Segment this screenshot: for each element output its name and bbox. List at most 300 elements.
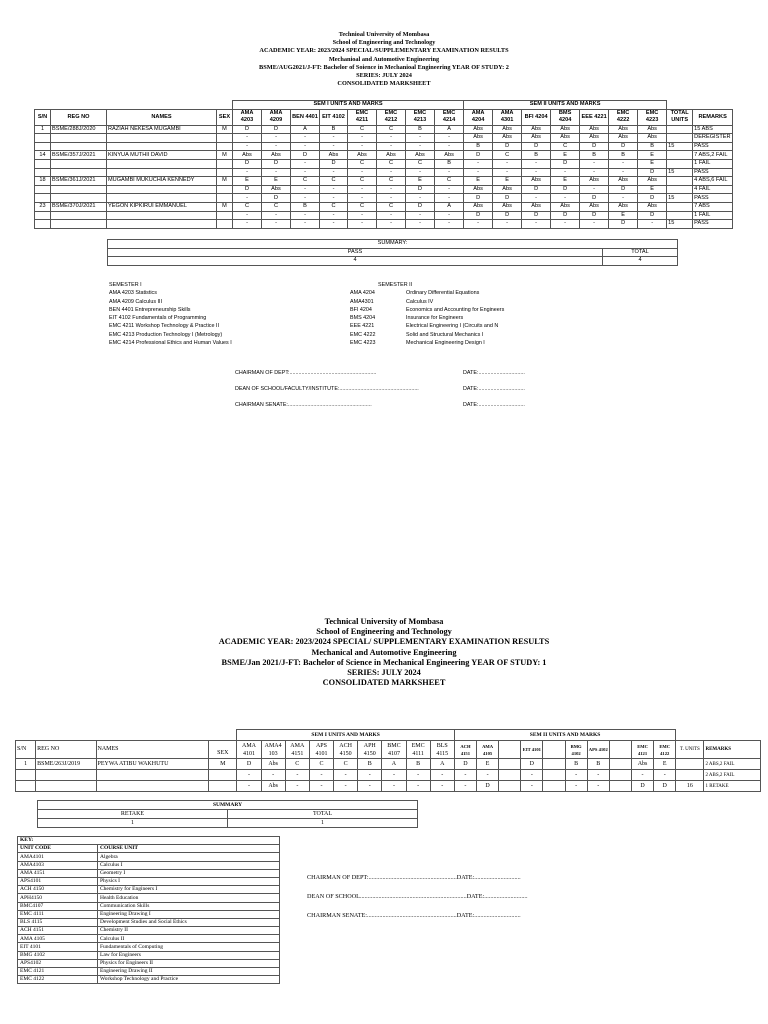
unit-code-header: AMA 4203 xyxy=(233,109,262,125)
mark-cell: - xyxy=(382,770,406,781)
signature-label: CHAIRMAN SENATE:........................................................ xyxy=(235,402,372,408)
doc1-summary-total-value: 4 xyxy=(603,257,678,266)
mark-cell: - xyxy=(406,168,435,177)
mark-cell: C xyxy=(348,159,377,168)
mark-cell: E xyxy=(493,177,522,186)
mark-cell: E xyxy=(551,177,580,186)
mark-cell: - xyxy=(609,194,638,203)
row-remarks: 4 FAIL xyxy=(693,185,733,194)
unit-key-code: EMC 4222 xyxy=(350,331,376,338)
doc1-col-sn: S/N xyxy=(35,109,51,125)
mark-cell: B xyxy=(464,142,493,151)
mark-cell: D xyxy=(638,194,667,203)
unit-key-entry xyxy=(350,339,504,347)
doc1-marksheet-table xyxy=(34,100,733,229)
row-reg-no: BSME/361J/2021 xyxy=(51,177,107,186)
key-unit-code: EMC 4121 xyxy=(18,968,98,976)
unit-key-code: BFI 4204 xyxy=(350,306,372,313)
key-unit-code: AMA 4151 xyxy=(18,869,98,877)
mark-cell: Abs xyxy=(464,185,493,194)
mark-cell: - xyxy=(291,134,320,143)
unit-key-entry xyxy=(350,306,504,314)
row-remarks: 7 ABS,2 FAIL xyxy=(693,151,733,160)
mark-cell: - xyxy=(435,220,464,229)
doc2-header-line: SERIES: JULY 2024 xyxy=(347,668,421,678)
key-unit-code: ACH 4150 xyxy=(18,886,98,894)
mark-cell: - xyxy=(493,220,522,229)
mark-cell: - xyxy=(285,770,309,781)
signature-date: DATE:.............................. xyxy=(456,874,521,881)
mark-cell: Abs xyxy=(609,202,638,211)
table-row xyxy=(35,185,733,194)
key-row xyxy=(18,976,280,984)
row-sn xyxy=(35,194,51,203)
mark-cell: - xyxy=(521,781,543,792)
row-sn xyxy=(35,142,51,151)
unit-key-entry: EMC 4213 Production Technology I (Metrology) xyxy=(109,331,223,338)
doc2-sem2-title: SEM II UNITS AND MARKS xyxy=(454,730,675,741)
mark-cell: Abs xyxy=(262,185,291,194)
mark-cell: D xyxy=(580,194,609,203)
mark-cell: B xyxy=(435,159,464,168)
mark-cell: D xyxy=(522,211,551,220)
unit-code-header: BMS 4204 xyxy=(551,109,580,125)
unit-code-header: EIT 4101 xyxy=(521,741,543,759)
unit-code-header: APS 4102 xyxy=(587,741,609,759)
row-sex xyxy=(217,185,233,194)
mark-cell: Abs xyxy=(551,134,580,143)
mark-cell: D xyxy=(493,211,522,220)
row-remarks: PASS xyxy=(693,168,733,177)
unit-key-code: AMA4301 xyxy=(350,298,374,305)
unit-code-header: EMC 4121 xyxy=(631,741,653,759)
key-course-unit: Chemistry II xyxy=(98,927,280,935)
mark-cell: - xyxy=(464,168,493,177)
row-sn: 18 xyxy=(35,177,51,186)
mark-cell: - xyxy=(430,770,454,781)
row-total-units: 16 xyxy=(676,781,704,792)
key-row xyxy=(18,877,280,885)
unit-key-name: Insurance for Engineers xyxy=(406,315,464,322)
mark-cell: Abs xyxy=(435,151,464,160)
doc2-col-names: NAMES xyxy=(96,741,209,759)
row-remarks: PASS xyxy=(693,194,733,203)
key-row xyxy=(18,943,280,951)
mark-cell: C xyxy=(493,151,522,160)
mark-cell: - xyxy=(262,134,291,143)
row-reg-no xyxy=(51,142,107,151)
unit-code-header: EEE 4221 xyxy=(580,109,609,125)
doc2-summary-retake-value: 1 xyxy=(38,819,228,828)
row-sex xyxy=(209,781,237,792)
row-sex: M xyxy=(217,177,233,186)
mark-cell: C xyxy=(320,202,348,211)
mark-cell: D xyxy=(580,211,609,220)
mark-cell: C xyxy=(291,177,320,186)
row-name xyxy=(107,168,217,177)
mark-cell: - xyxy=(464,159,493,168)
doc2-header xyxy=(0,617,768,688)
mark-cell: D xyxy=(638,211,667,220)
row-total-units xyxy=(667,177,693,186)
mark-cell: - xyxy=(348,142,377,151)
mark-cell: - xyxy=(382,781,406,792)
mark-cell: - xyxy=(522,194,551,203)
doc1-sem1-key xyxy=(109,281,232,347)
key-unit-code: APS4102 xyxy=(18,959,98,967)
row-sn: 1 xyxy=(16,759,36,770)
mark-cell: D xyxy=(233,185,262,194)
doc2-header-line: Technical University of Mombasa xyxy=(324,617,444,626)
mark-cell: E xyxy=(609,211,638,220)
mark-cell: A xyxy=(435,125,464,134)
doc1-header-line: CONSOLIDATED MARKSHEET xyxy=(337,80,431,88)
row-sex: M xyxy=(209,759,237,770)
mark-cell: D xyxy=(522,142,551,151)
mark-cell: - xyxy=(609,168,638,177)
mark-cell: - xyxy=(454,781,476,792)
mark-cell: Abs xyxy=(464,134,493,143)
row-sn xyxy=(35,211,51,220)
unit-code-header xyxy=(609,741,631,759)
key-course-unit: Physics for Engineers II xyxy=(98,959,280,967)
key-course-unit: Law for Engineers xyxy=(98,951,280,959)
doc2-marksheet-table xyxy=(15,729,761,792)
row-total-units xyxy=(676,759,704,770)
doc2-col-total: T. UNITS xyxy=(676,741,704,759)
mark-cell: - xyxy=(406,781,430,792)
mark-cell: - xyxy=(320,134,348,143)
mark-cell: D xyxy=(522,185,551,194)
mark-cell: D xyxy=(609,220,638,229)
mark-cell: - xyxy=(406,142,435,151)
mark-cell: - xyxy=(291,159,320,168)
unit-code-header: EIT 4102 xyxy=(320,109,348,125)
unit-code-header: AMA 4151 xyxy=(285,741,309,759)
mark-cell: - xyxy=(377,211,406,220)
row-remarks: PASS xyxy=(693,142,733,151)
row-remarks: 2 ABS,2 FAIL xyxy=(704,759,761,770)
mark-cell: - xyxy=(406,770,430,781)
mark-cell: - xyxy=(348,220,377,229)
mark-cell: B xyxy=(609,151,638,160)
row-total-units xyxy=(667,125,693,134)
row-total-units: 15 xyxy=(667,168,693,177)
doc2-key-title: KEY: xyxy=(18,837,280,845)
doc1-summary-pass-label: PASS xyxy=(108,248,603,257)
mark-cell: - xyxy=(551,220,580,229)
mark-cell: - xyxy=(285,781,309,792)
mark-cell: - xyxy=(348,211,377,220)
mark-cell: D xyxy=(320,159,348,168)
unit-code-header: AMA 4101 xyxy=(237,741,261,759)
row-reg-no xyxy=(51,211,107,220)
unit-code-header: EMC 4111 xyxy=(406,741,430,759)
row-remarks: PASS xyxy=(693,220,733,229)
doc1-header-line: Technioal University of Mombasa xyxy=(338,31,430,38)
table-row xyxy=(16,770,761,781)
mark-cell: - xyxy=(233,168,262,177)
mark-cell: D xyxy=(551,159,580,168)
key-row xyxy=(18,902,280,910)
row-sn: 14 xyxy=(35,151,51,160)
mark-cell: - xyxy=(580,220,609,229)
mark-cell: B xyxy=(406,125,435,134)
signature-date: DATE:............................ xyxy=(466,893,528,900)
row-sex xyxy=(217,220,233,229)
row-total-units xyxy=(667,185,693,194)
mark-cell: - xyxy=(435,211,464,220)
unit-code-header: BLS 4115 xyxy=(430,741,454,759)
mark-cell: - xyxy=(435,134,464,143)
mark-cell: Abs xyxy=(631,759,653,770)
doc2-summary-retake-label: RETAKE xyxy=(38,810,228,819)
mark-cell: - xyxy=(261,770,285,781)
doc1-summary-total-label: TOTAL xyxy=(603,248,678,257)
doc1-header-line: School of Engineering and Technology xyxy=(332,39,436,47)
mark-cell: A xyxy=(291,125,320,134)
key-row xyxy=(18,951,280,959)
mark-cell: Abs xyxy=(551,202,580,211)
mark-cell: - xyxy=(551,194,580,203)
mark-cell: C xyxy=(377,125,406,134)
row-name: RAZIAH NEKESA MUGAMBI xyxy=(107,125,217,134)
mark-cell: D xyxy=(551,211,580,220)
unit-key-name: Ordinary Differential Equations xyxy=(406,290,480,297)
mark-cell: Abs xyxy=(609,134,638,143)
doc2-sem1-title: SEM I UNITS AND MARKS xyxy=(237,730,454,741)
unit-code-header: EMC 4211 xyxy=(348,109,377,125)
mark-cell: Abs xyxy=(638,202,667,211)
key-course-unit: Calculus I xyxy=(98,861,280,869)
key-row xyxy=(18,918,280,926)
row-sn xyxy=(35,168,51,177)
mark-cell: - xyxy=(493,168,522,177)
mark-cell: D xyxy=(477,781,499,792)
row-reg-no xyxy=(36,781,96,792)
mark-cell xyxy=(543,770,565,781)
key-row xyxy=(18,927,280,935)
unit-key-entry xyxy=(350,331,504,339)
mark-cell: E xyxy=(654,759,676,770)
mark-cell: - xyxy=(320,194,348,203)
doc1-header-line: BSME/AUG2021/J-FT: Bachelor of Soience in Mechanioal Engineering YEAR OF STUDY: 2 xyxy=(259,63,509,71)
row-sex xyxy=(217,142,233,151)
mark-cell: C xyxy=(377,177,406,186)
key-unit-code: EIT 4101 xyxy=(18,943,98,951)
mark-cell: - xyxy=(587,781,609,792)
signature-label: CHAIRMAN SENATE:.......................................................... xyxy=(307,912,457,919)
unit-key-entry: EIT 4102 Fundamentals of Programming xyxy=(109,315,207,322)
mark-cell: Abs xyxy=(493,125,522,134)
key-unit-code: ACH 4151 xyxy=(18,927,98,935)
mark-cell: - xyxy=(291,185,320,194)
mark-cell: - xyxy=(320,211,348,220)
unit-key-entry xyxy=(350,289,504,297)
row-reg-no xyxy=(51,134,107,143)
doc1-summary-pass-value: 4 xyxy=(108,257,603,266)
mark-cell: Abs xyxy=(377,151,406,160)
row-name: MUGAMBI MUKUCHIA KENNEDY xyxy=(107,177,217,186)
table-row xyxy=(35,211,733,220)
mark-cell: - xyxy=(309,770,333,781)
unit-key-entry xyxy=(350,298,504,306)
mark-cell: D xyxy=(262,125,291,134)
mark-cell: C xyxy=(377,202,406,211)
unit-code-header xyxy=(499,741,521,759)
mark-cell: E xyxy=(477,759,499,770)
mark-cell: C xyxy=(309,759,333,770)
mark-cell: - xyxy=(320,142,348,151)
mark-cell xyxy=(609,781,631,792)
doc2-key-head-unit: COURSE UNIT xyxy=(98,845,280,853)
mark-cell: Abs xyxy=(551,125,580,134)
mark-cell: - xyxy=(406,194,435,203)
mark-cell: Abs xyxy=(464,125,493,134)
doc1-sem1-key-title: SEMESTER I xyxy=(109,282,142,288)
mark-cell: D xyxy=(464,211,493,220)
doc1-col-names: NAMES xyxy=(107,109,217,125)
key-course-unit: Physics I xyxy=(98,877,280,885)
key-course-unit: Communication Skills xyxy=(98,902,280,910)
key-course-unit: Calculus II xyxy=(98,935,280,943)
mark-cell: Abs xyxy=(522,177,551,186)
mark-cell: - xyxy=(406,220,435,229)
row-name xyxy=(107,159,217,168)
mark-cell: - xyxy=(262,168,291,177)
signature-date: DATE:............................... xyxy=(463,386,525,392)
mark-cell: C xyxy=(377,159,406,168)
unit-code-header: AMA 4301 xyxy=(493,109,522,125)
mark-cell: - xyxy=(631,770,653,781)
key-unit-code: EMC 4111 xyxy=(18,910,98,918)
table-row xyxy=(35,168,733,177)
table-row xyxy=(16,781,761,792)
mark-cell: Abs xyxy=(522,125,551,134)
mark-cell: D xyxy=(406,185,435,194)
mark-cell: - xyxy=(233,220,262,229)
row-remarks: 7 ABS xyxy=(693,202,733,211)
mark-cell: - xyxy=(580,159,609,168)
mark-cell: A xyxy=(435,202,464,211)
unit-key-name: Economics and Accounting for Engineers xyxy=(406,306,505,313)
doc2-summary-total-value: 1 xyxy=(228,819,418,828)
mark-cell: B xyxy=(320,125,348,134)
unit-key-entry: EMC 4214 Professional Ethics and Human Values I xyxy=(109,340,232,347)
key-course-unit: Workshop Technology and Practice xyxy=(98,976,280,984)
row-name: YEGON KIPKIRUI EMMANUEL xyxy=(107,202,217,211)
mark-cell: - xyxy=(348,194,377,203)
table-row xyxy=(35,151,733,160)
mark-cell: - xyxy=(522,168,551,177)
mark-cell: Abs xyxy=(261,759,285,770)
row-reg-no: BSME/263J/2019 xyxy=(36,759,96,770)
mark-cell: D xyxy=(493,194,522,203)
mark-cell: E xyxy=(262,177,291,186)
signature-date: DATE:............................... xyxy=(463,370,525,376)
mark-cell: D xyxy=(291,151,320,160)
doc1-col-total: TOTAL UNITS xyxy=(667,109,693,125)
mark-cell: - xyxy=(262,142,291,151)
row-reg-no xyxy=(51,185,107,194)
mark-cell: - xyxy=(377,185,406,194)
row-total-units: 15 xyxy=(667,194,693,203)
mark-cell: - xyxy=(654,770,676,781)
doc2-key-table xyxy=(17,836,280,984)
mark-cell: D xyxy=(406,202,435,211)
mark-cell: C xyxy=(551,142,580,151)
row-remarks: 2 ABS,2 FAIL xyxy=(704,770,761,781)
unit-code-header: EMC 4214 xyxy=(435,109,464,125)
key-course-unit: Development Studies and Social Ethics xyxy=(98,918,280,926)
key-row xyxy=(18,894,280,902)
doc1-header-line: Mechanioal and Automotive Engineering xyxy=(328,55,440,63)
mark-cell: - xyxy=(522,220,551,229)
mark-cell: - xyxy=(430,781,454,792)
mark-cell: - xyxy=(334,781,358,792)
mark-cell: - xyxy=(377,194,406,203)
mark-cell: C xyxy=(406,159,435,168)
mark-cell: - xyxy=(233,134,262,143)
table-row xyxy=(35,125,733,134)
table-row xyxy=(35,194,733,203)
mark-cell: D xyxy=(521,759,543,770)
mark-cell: Abs xyxy=(522,134,551,143)
row-reg-no xyxy=(51,159,107,168)
doc2-col-sn: S/N xyxy=(16,741,36,759)
mark-cell: - xyxy=(435,185,464,194)
mark-cell: Abs xyxy=(638,134,667,143)
mark-cell: Abs xyxy=(638,125,667,134)
row-total-units: 15 xyxy=(667,220,693,229)
mark-cell: E xyxy=(551,151,580,160)
unit-key-code: EEE 4221 xyxy=(350,323,375,330)
mark-cell: Abs xyxy=(580,177,609,186)
row-total-units xyxy=(667,211,693,220)
row-reg-no xyxy=(51,168,107,177)
unit-key-code: EMC 4223 xyxy=(350,340,376,347)
table-row xyxy=(35,177,733,186)
unit-key-entry xyxy=(350,314,504,322)
doc2-col-reg: REG NO xyxy=(36,741,96,759)
mark-cell: - xyxy=(358,781,382,792)
mark-cell: - xyxy=(291,194,320,203)
key-row xyxy=(18,935,280,943)
mark-cell: - xyxy=(358,770,382,781)
mark-cell: - xyxy=(233,194,262,203)
doc2-summary-total-label: TOTAL xyxy=(228,810,418,819)
doc1-col-remarks: REMARKS xyxy=(693,109,733,125)
mark-cell: E xyxy=(638,151,667,160)
row-name: KINYUA MUTHII DAVID xyxy=(107,151,217,160)
mark-cell: - xyxy=(406,134,435,143)
mark-cell xyxy=(609,759,631,770)
unit-code-header: AMA 4204 xyxy=(464,109,493,125)
unit-key-entry: EMC 4211 Workshop Technology & Practice II xyxy=(109,323,219,330)
unit-key-name: Calculus IV xyxy=(406,298,434,305)
doc2-key-head-code: UNIT CODE xyxy=(18,845,98,853)
mark-cell: Abs xyxy=(580,202,609,211)
row-sn xyxy=(35,220,51,229)
table-row xyxy=(35,220,733,229)
mark-cell: - xyxy=(348,168,377,177)
mark-cell: Abs xyxy=(493,134,522,143)
mark-cell: - xyxy=(493,159,522,168)
key-row xyxy=(18,910,280,918)
mark-cell: C xyxy=(435,177,464,186)
row-name xyxy=(107,211,217,220)
row-sn: 1 xyxy=(35,125,51,134)
